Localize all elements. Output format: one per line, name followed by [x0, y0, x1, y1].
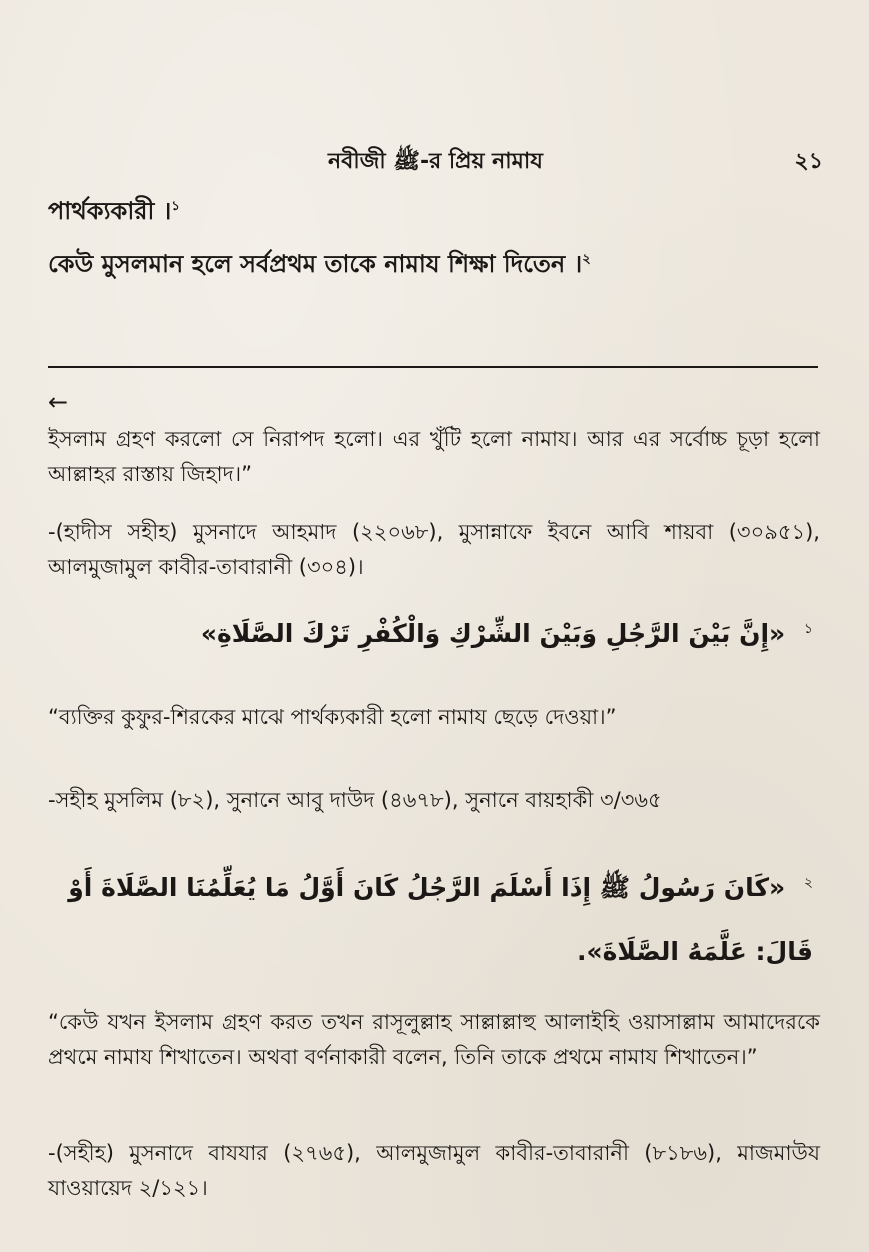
footnote-2-arabic-line-2	[48, 936, 813, 969]
main-text-line-2	[48, 249, 823, 280]
continuation-arrow-icon: ←	[48, 388, 69, 416]
footnote-1-arabic	[48, 618, 813, 651]
footnote-divider	[48, 366, 818, 368]
footnote-2-arabic-line-1	[48, 872, 813, 905]
footnote-1-marker: ১	[803, 620, 813, 637]
footnote-continuation-source: -(হাদীস সহীহ) মুসনাদে আহমাদ (২২০৬৮), মুসান্নাফে ইবনে আবি শায়বা (৩০৯৫১), আলমুজামুল কাবীর-তাবারানী (৩০৪)।	[48, 520, 820, 579]
footnote-1-source: -সহীহ মুসলিম (৮২), সুনানে আবু দাউদ (৪৬৭৮), সুনানে বায়হাকী ৩/৩৬৫	[48, 788, 662, 812]
page-number: ২১	[794, 149, 823, 174]
running-title: নবীজী ﷺ-র প্রিয় নামায	[328, 149, 543, 174]
footnote-2-arabic-text-1: «كَانَ رَسُولُ ﷺ إِذَا أَسْلَمَ الرَّجُلُ كَانَ أَوَّلُ مَا يُعَلِّمُنَا الصَّلَاةَ أَوْ	[68, 873, 786, 902]
footnote-2-source: -(সহীহ) মুসনাদে বাযযার (২৭৬৫), আলমুজামুল কাবীর-তাবারানী (৮১৮৬), মাজমাউয যাওয়ায়েদ ২/১২১।	[48, 1141, 820, 1200]
footnote-2-arabic-text-2: قَالَ: عَلَّمَهُ الصَّلَاةَ».	[576, 937, 813, 966]
footnote-2-translation: “কেউ যখন ইসলাম গ্রহণ করত তখন রাসূলুল্লাহ সাল্লাল্লাহু আলাইহি ওয়াসাল্লাম আমাদেরকে প্রথমে নামায শিখাতেন। অথবা বর্ণনাকারী বলেন, তিনি তাকে প্রথমে নামায শিখাতেন।”	[48, 1010, 820, 1069]
main-text-line-2-content: কেউ মুসলমান হলে সর্বপ্রথম তাকে নামায শিক্ষা দিতেন ।	[48, 250, 583, 278]
footnote-ref-2: ২	[582, 252, 591, 267]
footnote-continuation-text: ইসলাম গ্রহণ করলো সে নিরাপদ হলো। এর খুঁটি হলো নামায। আর এর সর্বোচ্চ চূড়া হলো আল্লাহর রাস্তায় জিহাদ।”	[48, 427, 820, 486]
footnote-2-marker: ২	[803, 874, 813, 891]
footnote-1-translation: “ব্যক্তির কুফুর-শিরকের মাঝে পার্থক্যকারী হলো নামায ছেড়ে দেওয়া।”	[48, 705, 617, 729]
footnote-ref-1: ১	[171, 199, 180, 214]
main-text-line-1	[48, 196, 823, 227]
footnote-1-arabic-text: «إِنَّ بَيْنَ الرَّجُلِ وَبَيْنَ الشِّرْكِ وَالْكُفْرِ تَرْكَ الصَّلَاةِ»	[200, 619, 786, 648]
main-text-line-1-content: পার্থক্যকারী ।	[48, 197, 172, 225]
page-header	[48, 140, 823, 180]
